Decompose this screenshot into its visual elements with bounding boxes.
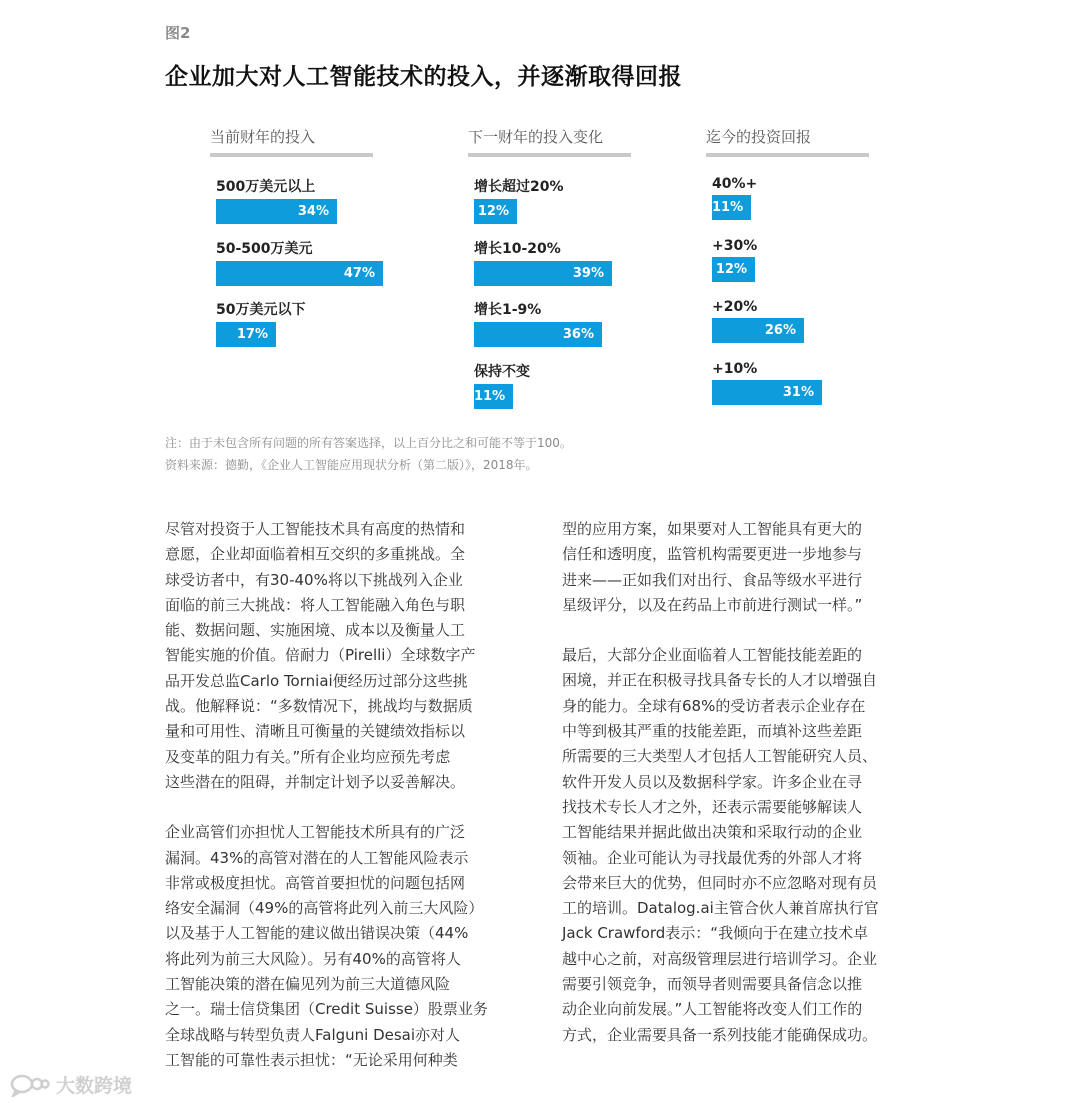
- chart-title: 下一财年的投入变化: [468, 126, 631, 157]
- chart-row: [474, 238, 612, 286]
- body-line: 型的应用方案，如果要对人工智能具有更大的: [562, 520, 863, 538]
- category-label: 50-500万美元: [216, 240, 313, 257]
- bar: [474, 322, 602, 347]
- body-line: 会带来巨大的优势，但同时亦不应忽略对现有员: [562, 873, 878, 892]
- body-paragraph: [562, 517, 879, 618]
- body-line: 最后，大部分企业面临着人工智能技能差距的: [562, 646, 863, 665]
- body-line: 品开发总监Carlo Torniai便经历过部分这些挑: [165, 671, 468, 690]
- category-label: 40%+: [712, 176, 758, 192]
- chart-title: 当前财年的投入: [210, 126, 373, 157]
- chart-next-year-change: [468, 126, 631, 404]
- bar: [712, 195, 751, 220]
- category-label: 500万美元以上: [216, 179, 316, 195]
- body-column-left: [165, 517, 488, 1098]
- body-line: 络安全漏洞（49%的高管将此列入前三大风险）: [165, 899, 484, 918]
- category-label: +30%: [712, 237, 758, 254]
- body-line: 领袖。企业可能认为寻找最优秀的外部人才将: [562, 848, 863, 867]
- body-line: 尽管对投资于人工智能技术具有高度的热情和: [165, 520, 466, 538]
- body-line: 信任和透明度，监管机构需要更进一步地参与: [562, 545, 863, 564]
- body-line: 找技术专长人才之外，还表示需要能够解读人: [562, 797, 863, 816]
- figure-title: 企业加大对人工智能技术的投入，并逐渐取得回报: [165, 64, 682, 90]
- body-line: 工智能决策的潜在偏见列为前三大道德风险: [165, 975, 451, 994]
- chart-row: [712, 176, 757, 220]
- chart-row: [474, 361, 530, 409]
- body-line: 越中心之前，对高级管理层进行培训学习。企业: [562, 949, 878, 968]
- watermark-text: 大数跨境: [56, 1075, 133, 1097]
- body-line: 工的培训。Datalog.ai主管合伙人兼首席执行官: [562, 899, 879, 918]
- bar-value-label: 31%: [782, 384, 814, 400]
- speech-bubble-logo-icon: [10, 1073, 50, 1097]
- bar-value-label: 12%: [715, 261, 747, 277]
- body-line: 及变革的阻力有关。”所有企业均应预先考虑: [165, 747, 451, 766]
- body-paragraph: [165, 517, 488, 795]
- body-column-right: [562, 517, 879, 1073]
- chart-roi-to-date: [706, 126, 869, 400]
- chart-notes: [165, 432, 572, 476]
- body-line: 身的能力。全球有68%的受访者表示企业存在: [562, 696, 866, 715]
- bar-value-label: 11%: [712, 200, 744, 215]
- bar-value-label: 34%: [297, 204, 329, 219]
- bar: [216, 322, 276, 347]
- category-label: 增长超过20%: [474, 179, 564, 195]
- bar-value-label: 47%: [343, 265, 375, 281]
- bar: [712, 318, 804, 343]
- body-line: 之一。瑞士信贷集团（Credit Suisse）股票业务: [165, 1000, 488, 1019]
- body-line: 战。他解释说：“多数情况下，挑战均与数据质: [165, 697, 473, 716]
- bar: [712, 257, 755, 282]
- chart-row: [712, 361, 822, 405]
- figure-label: 图2: [165, 24, 191, 42]
- chart-note: 注：由于未包含所有问题的所有答案选择，以上百分比之和可能不等于100。: [165, 436, 572, 450]
- category-label: 增长1-9%: [474, 302, 542, 318]
- chart-row: [216, 299, 305, 347]
- body-line: 智能实施的价值。倍耐力（Pirelli）全球数字产: [165, 646, 476, 665]
- bar: [712, 380, 822, 405]
- body-paragraph: [562, 643, 879, 1048]
- category-label: 50万美元以下: [216, 302, 306, 318]
- chart-row: [216, 238, 383, 286]
- body-line: 中等到极其严重的技能差距，而填补这些差距: [562, 722, 863, 741]
- chart-title: 迄今的投资回报: [706, 126, 869, 157]
- body-line: 工智能的可靠性表示担忧：“无论采用何种类: [165, 1050, 458, 1069]
- chart-row: [712, 299, 804, 343]
- body-line: 所需要的三大类型人才包括人工智能研究人员、: [562, 747, 878, 766]
- body-line: Jack Crawford表示：“我倾向于在建立技术卓: [562, 924, 869, 943]
- bar: [216, 261, 383, 286]
- bar: [474, 384, 513, 409]
- body-line: 球受访者中，有30-40%将以下挑战列入企业: [165, 570, 463, 589]
- chart-row: [474, 176, 564, 224]
- watermark: [10, 1071, 132, 1098]
- category-label: +10%: [712, 360, 758, 377]
- bar-value-label: 12%: [477, 204, 509, 219]
- chart-current-investment: [210, 126, 375, 342]
- bar: [474, 199, 517, 224]
- body-line: 以及基于人工智能的建议做出错误决策（44%: [165, 924, 469, 943]
- body-line: 需要引领竞争，而领导者则需要具备信念以推: [562, 975, 863, 994]
- chart-row: [712, 238, 757, 282]
- chart-source: 资料来源：德勤，《企业人工智能应用现状分析（第二版）》，2018年。: [165, 458, 538, 472]
- body-line: 企业高管们亦担忧人工智能技术所具有的广泛: [165, 823, 466, 842]
- body-line: 困境，并正在积极寻找具备专长的人才以增强自: [562, 671, 878, 690]
- bar-value-label: 36%: [562, 327, 594, 342]
- body-line: 工智能结果并据此做出决策和采取行动的企业: [562, 823, 863, 842]
- bar-value-label: 39%: [572, 265, 604, 281]
- bar: [216, 199, 337, 224]
- body-line: 将此列为前三大风险）。另有40%的高管将人: [165, 949, 461, 968]
- bar-value-label: 26%: [764, 323, 796, 338]
- body-line: 面临的前三大挑战：将人工智能融入角色与职: [165, 595, 466, 614]
- body-line: 动企业向前发展。”人工智能将改变人们工作的: [562, 1000, 863, 1019]
- chart-row: [474, 299, 602, 347]
- body-line: 量和可用性、清晰且可衡量的关键绩效指标以: [165, 722, 466, 741]
- body-line: 意愿，企业却面临着相互交织的多重挑战。全: [165, 545, 466, 564]
- body-line: 进来——正如我们对出行、食品等级水平进行: [562, 570, 863, 589]
- bar-value-label: 11%: [474, 388, 506, 404]
- body-line: 软件开发人员以及数据科学家。许多企业在寻: [562, 772, 863, 791]
- body-line: 能、数据问题、实施困境、成本以及衡量人工: [165, 621, 466, 640]
- body-paragraph: [165, 820, 488, 1073]
- body-line: 星级评分，以及在药品上市前进行测试一样。”: [562, 595, 863, 614]
- chart-row: [216, 176, 337, 224]
- body-line: 全球战略与转型负责人Falguni Desai亦对人: [165, 1025, 461, 1044]
- body-line: 方式，企业需要具备一系列技能才能确保成功。: [562, 1025, 878, 1044]
- bar-value-label: 17%: [236, 327, 268, 342]
- category-label: 增长10-20%: [474, 240, 561, 257]
- category-label: +20%: [712, 299, 758, 315]
- category-label: 保持不变: [474, 363, 530, 380]
- bar: [474, 261, 612, 286]
- body-line: 非常或极度担忧。高管首要担忧的问题包括网: [165, 873, 466, 892]
- body-line: 这些潜在的阻碍，并制定计划予以妥善解决。: [165, 772, 466, 791]
- body-line: 漏洞。43%的高管对潜在的人工智能风险表示: [165, 848, 469, 867]
